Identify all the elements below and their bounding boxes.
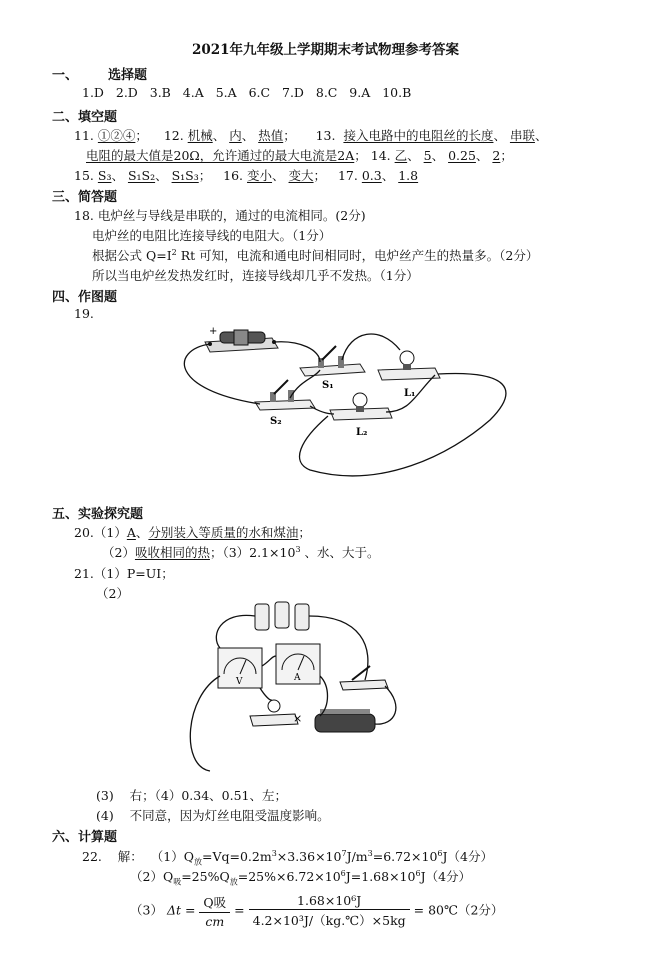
q13-answer-c: 电阻的最大值是20Ω，允许通过的最大电流是2A xyxy=(86,148,355,163)
q20-line-1: 20.（1）A、分别装入等质量的水和煤油； xyxy=(74,525,311,540)
q22-text: J（4分） xyxy=(420,869,472,884)
circuit-wires xyxy=(184,334,505,476)
q22-sup: 3 xyxy=(271,848,277,858)
circuit-diagram-21 xyxy=(180,596,410,776)
q12-answer-b: 内 xyxy=(229,128,242,143)
q14-number: 14. xyxy=(370,148,391,163)
choice-answer: 6.C xyxy=(248,85,271,100)
lamp-l2-icon xyxy=(330,393,392,420)
q15-number: 15. xyxy=(74,168,94,183)
q22-step-2: （2）Q xyxy=(130,869,174,884)
q22-text: J=1.68×10 xyxy=(345,869,416,884)
q22-frac-numerator: Q吸 xyxy=(199,893,230,913)
label-s1: S₁ xyxy=(322,380,334,391)
fill-line-2: 电阻的最大值是20Ω，允许通过的最大电流是2A； 14. 乙、 5、 0.25、 2； xyxy=(86,148,513,163)
q22-number: 22. xyxy=(82,849,102,864)
q20-part-3: ；（3）2.1×10 xyxy=(209,545,296,560)
q22-delta-t: Δt = xyxy=(166,902,196,918)
section-choice-title: 选择题 xyxy=(108,68,148,83)
section-short-title: 三、简答题 xyxy=(52,190,118,205)
lamp-l1-icon xyxy=(378,351,440,380)
q12-answer-a: 机械 xyxy=(187,128,213,143)
rheostat-icon xyxy=(315,709,375,732)
choice-answer: 1.D xyxy=(82,85,104,100)
q21-line-4 xyxy=(96,806,330,824)
q21-part-1: （1）P=UI； xyxy=(93,566,174,581)
q16-answer-b: 变大 xyxy=(288,168,314,183)
choice-answers xyxy=(82,85,411,100)
q22-text: =25%×6.72×10 xyxy=(237,869,341,884)
choice-answer: 10.B xyxy=(382,85,412,100)
q21-answer-3: 右；（4）0.34、0.51、左； xyxy=(129,788,287,803)
section-fill-title: 二、填空题 xyxy=(52,110,118,125)
q17-number: 17. xyxy=(337,168,358,183)
choice-answer: 4.A xyxy=(182,85,204,100)
section-calc-title: 六、计算题 xyxy=(52,830,118,845)
q16-answer-a: 变小 xyxy=(247,168,273,183)
q20-part-1: （1） xyxy=(93,525,127,540)
choice-answer: 7.D xyxy=(282,85,304,100)
q15-answer-b: S₁S₂ xyxy=(127,168,156,183)
q22-sup: 6 xyxy=(415,868,421,878)
circuit-wires xyxy=(190,615,396,771)
q12-number: 12. xyxy=(163,128,184,143)
q22-frac-denominator: cm xyxy=(205,914,225,929)
q21-line-3 xyxy=(96,786,287,804)
q20-number: 20. xyxy=(74,525,94,540)
q11-sep: ； xyxy=(135,128,148,143)
battery-icon xyxy=(255,602,309,630)
q22-text: ×3.36×10 xyxy=(276,849,342,864)
choice-answer: 5.A xyxy=(215,85,237,100)
q22-frac2-numerator: 1.68×10⁶J xyxy=(249,893,410,910)
fill-line-1: 11. ①②④； 12. 机械、 内、 热值； 13. 接入电路中的电阻丝的长度、 串联、 xyxy=(74,128,548,143)
q20-exponent: 3 xyxy=(295,544,301,554)
q11-answer: ①②④ xyxy=(97,128,136,143)
fill-line-3: 15. S₃、 S₁S₂、 S₁S₃； 16. 变小、 变大； 17. 0.3、 1.8 xyxy=(74,168,419,183)
q15-answer-a: S₃ xyxy=(97,168,112,183)
q20-part-2: （2） xyxy=(102,545,135,560)
q11-number: 11. xyxy=(74,128,94,143)
cross-mark: × xyxy=(293,712,303,725)
q21-part-3: (3) xyxy=(96,788,114,803)
q18-formula: 根据公式 Q=I xyxy=(92,248,172,263)
q22-step-3: （3） xyxy=(130,902,163,918)
voltmeter-label: V xyxy=(236,677,243,687)
section-experiment-title: 五、实验探究题 xyxy=(52,507,144,522)
q22-frac2-denominator: 4.2×10³J/（kg.℃）×5kg xyxy=(252,913,406,928)
q22-text: =6.72×10 xyxy=(372,849,438,864)
q22-text: =25%Q xyxy=(181,869,230,884)
q19-number: 19. xyxy=(74,306,94,321)
q20-answer-b: 分别装入等质量的水和煤油 xyxy=(148,525,299,540)
q22-line-1 xyxy=(82,847,493,868)
q20-line-2 xyxy=(102,543,380,561)
q21-number: 21. xyxy=(74,566,94,581)
q18-line-2: 电炉丝的电阻比连接导线的电阻大。（1分） xyxy=(92,228,332,243)
q18-number: 18. xyxy=(74,208,94,223)
q22-line-3 xyxy=(130,893,503,929)
q22-equals: = xyxy=(234,902,245,918)
q13-number: 13. xyxy=(315,128,336,143)
q22-text: J（4分） xyxy=(442,849,493,864)
q22-fraction-2 xyxy=(249,893,410,929)
q22-sup: 6 xyxy=(340,868,346,878)
section-choice-number: 一、 xyxy=(52,68,79,83)
page-title: 2021年九年级上学期期末考试物理参考答案 xyxy=(191,42,460,58)
q21-answer-4: 不同意，因为灯丝电阻受温度影响。 xyxy=(129,808,330,823)
q22-fraction-1 xyxy=(199,893,230,929)
q14-answer-d: 2 xyxy=(492,148,501,163)
q22-sup: 3 xyxy=(367,848,373,858)
q14-answer-c: 0.25 xyxy=(448,148,476,163)
circuit-diagram-19 xyxy=(150,320,530,495)
label-s2: S₂ xyxy=(270,416,282,427)
q20-answer-a: A xyxy=(126,525,136,540)
q12-answer-c: 热值 xyxy=(258,128,284,143)
q16-number: 16. xyxy=(223,168,244,183)
q14-answer-b: 5 xyxy=(423,148,432,163)
q22-sup: 7 xyxy=(341,848,347,858)
lamp-icon xyxy=(250,700,298,726)
q22-sub: 吸 xyxy=(173,877,182,887)
q22-sup: 6 xyxy=(437,848,443,858)
q21-line-1 xyxy=(74,564,174,582)
q14-answer-a: 乙 xyxy=(394,148,408,163)
q21-part-2: （2） xyxy=(96,586,129,601)
q22-text: J/m xyxy=(346,849,368,864)
q18-text-1: 电炉丝与导线是串联的，通过的电流相同。(2分) xyxy=(97,208,366,223)
q13-answer-a: 接入电路中的电阻丝的长度 xyxy=(343,128,494,143)
switch-s1-icon xyxy=(300,346,365,376)
label-l2: L₂ xyxy=(356,427,368,438)
q22-text: =Vq=0.2m xyxy=(201,849,272,864)
choice-answer: 2.D xyxy=(115,85,138,100)
q22-sub: 放 xyxy=(229,877,238,887)
choice-answer: 8.C xyxy=(315,85,338,100)
q17-answer-a: 0.3 xyxy=(361,168,382,183)
choice-answer: 9.A xyxy=(349,85,371,100)
q22-result: = 80℃（2分） xyxy=(413,902,504,918)
switch-icon xyxy=(340,666,388,690)
section-drawing-title: 四、作图题 xyxy=(52,290,118,305)
q22-line-2 xyxy=(130,867,471,888)
q12-sep: ； xyxy=(283,128,296,143)
q18-line-1 xyxy=(74,206,366,224)
q20-answer-c: 吸收相同的热 xyxy=(134,545,210,560)
q18-line-4: 所以当电炉丝发热发红时，连接导线却几乎不发热。（1分） xyxy=(92,268,419,283)
switch-s2-icon xyxy=(255,380,315,410)
q20-answer-d: 、水、大于。 xyxy=(300,545,380,560)
q22-lead: 解： xyxy=(117,849,143,864)
q21-part-4: (4) xyxy=(96,808,114,823)
q18-formula-exponent: 2 xyxy=(171,247,177,257)
q18-line-3 xyxy=(92,246,538,264)
q22-step-1: （1）Q xyxy=(150,849,194,864)
q18-text-3: Rt 可知，电流和通电时间相同时，电炉丝产生的热量多。（2分） xyxy=(176,248,539,263)
plus-label: + xyxy=(209,326,218,337)
label-l1: L₁ xyxy=(404,388,416,399)
ammeter-label: A xyxy=(294,673,301,683)
q13-answer-b: 串联 xyxy=(509,128,535,143)
q15-answer-c: S₁S₃ xyxy=(171,168,199,183)
q17-answer-b: 1.8 xyxy=(398,168,419,183)
choice-answer: 3.B xyxy=(149,85,171,100)
q22-sub: 放 xyxy=(193,857,202,867)
